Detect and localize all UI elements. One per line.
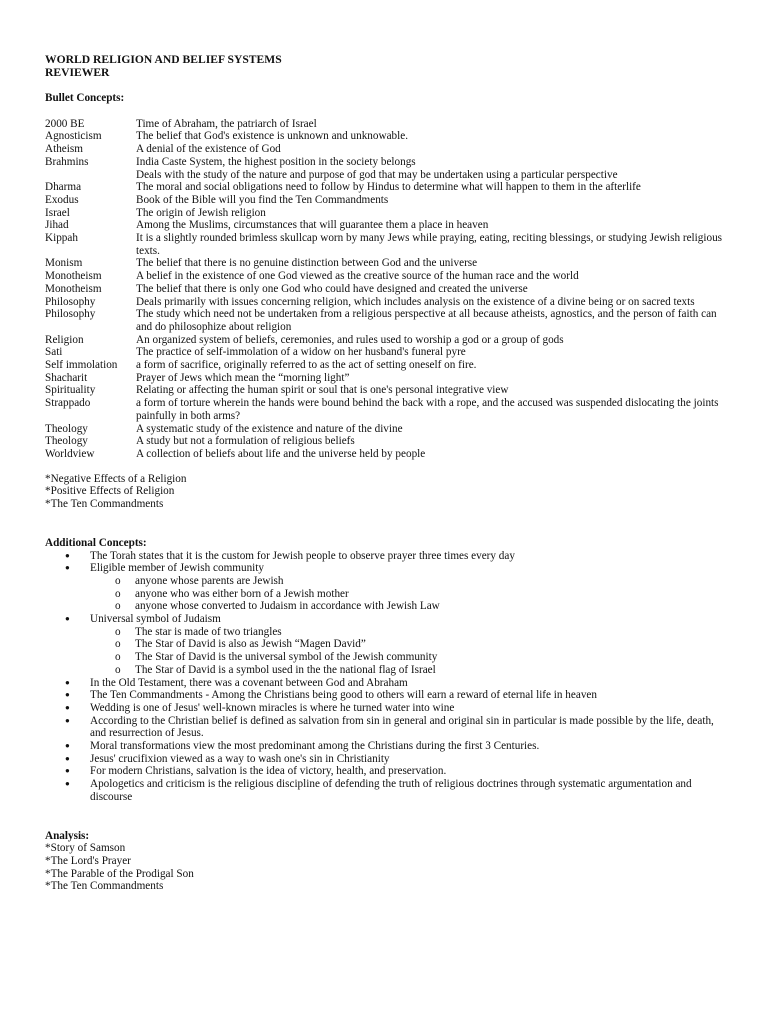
term-definition: Deals with the study of the nature and purpose of god that may be undertaken using a particular perspective — [136, 168, 618, 181]
sub-list — [90, 575, 725, 613]
term-name: Philosophy — [45, 308, 96, 321]
analysis-item: *The Lord's Prayer — [45, 854, 131, 867]
list-item-text: Moral transformations view the most predominant among the Christians during the first 3 Centuries. — [90, 740, 540, 753]
term-row — [45, 334, 725, 347]
term-definition: The belief that God's existence is unknown and unknowable. — [136, 130, 409, 143]
term-row — [45, 118, 725, 131]
term-name: Kippah — [45, 232, 78, 245]
term-row — [45, 359, 725, 372]
circle-bullet-icon: o — [115, 625, 121, 638]
term-definition: Prayer of Jews which mean the “morning light” — [136, 371, 350, 384]
term-row — [45, 219, 725, 232]
circle-bullet-icon: o — [115, 587, 121, 600]
term-name: Brahmins — [45, 155, 89, 168]
term-name: Monism — [45, 257, 83, 270]
term-definition: Deals primarily with issues concerning religion, which includes analysis on the existence of a divine being or on sacred texts — [136, 295, 695, 308]
term-definition: A study but not a formulation of religious beliefs — [136, 435, 355, 448]
term-name: Israel — [45, 206, 70, 219]
term-row — [45, 308, 725, 333]
list-item-text: For modern Christians, salvation is the idea of victory, health, and preservation. — [90, 765, 447, 778]
topic-item: *Positive Effects of Religion — [45, 485, 175, 498]
list-item-text: According to the Christian belief is defined as salvation from sin in general and original sin in particular is made possible by the life, death, and resurrection of Jesus. — [90, 714, 714, 740]
term-row — [45, 257, 725, 270]
bullet-icon: ● — [65, 563, 70, 573]
term-definition: Relating or affecting the human spirit or soul that is one's personal integrative view — [136, 384, 509, 397]
list-item-text: Universal symbol of Judaism — [90, 613, 221, 626]
sub-list-item — [90, 626, 725, 639]
sub-list-item-text: anyone whose converted to Judaism in accordance with Jewish Law — [135, 600, 440, 613]
term-definition: The study which need not be undertaken from a religious perspective at all because atheists, agnostics, and the person of faith can and do philosophize about religion — [136, 308, 717, 333]
term-name: Exodus — [45, 193, 79, 206]
term-definition: The belief that there is only one God who could have designed and created the universe — [136, 282, 528, 295]
term-name: Shacharit — [45, 371, 88, 384]
list-item-text: The Ten Commandments - Among the Christians being good to others will earn a reward of eternal life in heaven — [90, 689, 597, 702]
sub-list-item — [90, 588, 725, 601]
sub-list-item-text: The Star of David is a symbol used in the the national flag of Israel — [135, 663, 436, 676]
list-item — [45, 753, 725, 766]
sub-list-item-text: The Star of David is also as Jewish “Magen David” — [135, 638, 366, 651]
list-item-text: Apologetics and criticism is the religious discipline of defending the truth of religious doctrines through systematic argumentation and discourse — [90, 778, 692, 803]
list-item — [45, 677, 725, 690]
term-definition: A collection of beliefs about life and the universe held by people — [136, 447, 426, 460]
analysis-list — [45, 842, 725, 893]
term-definition: An organized system of beliefs, ceremonies, and rules used to worship a god or a group of gods — [136, 333, 564, 346]
list-item-text: Jesus' crucifixion viewed as a way to wash one's sin in Christianity — [90, 752, 390, 765]
sub-list-item-text: The star is made of two triangles — [135, 625, 282, 638]
term-definition: It is a slightly rounded brimless skullcap worn by many Jews while praying, eating, reciting blessings, or studying Jewish religious texts. — [136, 232, 723, 257]
list-item — [45, 550, 725, 563]
term-row — [45, 207, 725, 220]
term-name: Theology — [45, 435, 88, 448]
additional-concepts-list — [45, 550, 725, 804]
list-item — [45, 765, 725, 778]
term-row — [45, 156, 725, 169]
term-definition: The practice of self-immolation of a widow on her husband's funeral pyre — [136, 346, 466, 359]
term-name: Worldview — [45, 447, 95, 460]
sub-list — [90, 626, 725, 677]
circle-bullet-icon: o — [115, 574, 121, 587]
term-row — [45, 283, 725, 296]
list-item — [45, 562, 725, 613]
term-row — [45, 346, 725, 359]
term-row — [45, 384, 725, 397]
term-row — [45, 169, 725, 182]
sub-list-item — [90, 638, 725, 651]
analysis-item: *The Parable of the Prodigal Son — [45, 867, 194, 880]
circle-bullet-icon: o — [115, 600, 121, 613]
analysis-item: *The Ten Commandments — [45, 880, 164, 893]
term-name: Self immolation — [45, 359, 118, 372]
term-name — [45, 169, 136, 182]
bullet-icon: ● — [65, 614, 70, 624]
additional-concepts-heading: Additional Concepts: — [45, 536, 147, 549]
list-item — [45, 715, 725, 740]
topic-item: *Negative Effects of a Religion — [45, 472, 187, 485]
term-name: Sati — [45, 346, 63, 359]
term-row — [45, 194, 725, 207]
term-row — [45, 435, 725, 448]
term-definition: A belief in the existence of one God viewed as the creative source of the human race and the world — [136, 270, 579, 283]
list-item — [45, 740, 725, 753]
sub-list-item-text: The Star of David is the universal symbol of the Jewish community — [135, 651, 438, 664]
circle-bullet-icon: o — [115, 638, 121, 651]
term-name: Atheism — [45, 143, 83, 156]
term-name: Monotheism — [45, 270, 102, 283]
term-name: 2000 BE — [45, 117, 85, 130]
term-row — [45, 397, 725, 422]
circle-bullet-icon: o — [115, 651, 121, 664]
term-definition: The origin of Jewish religion — [136, 206, 266, 219]
term-name: Religion — [45, 333, 84, 346]
title-line-2: REVIEWER — [45, 66, 110, 79]
term-definition: Among the Muslims, circumstances that will guarantee them a place in heaven — [136, 219, 489, 232]
term-row — [45, 143, 725, 156]
bullet-icon: ● — [65, 779, 70, 789]
sub-list-item — [90, 600, 725, 613]
bullet-icon: ● — [65, 690, 70, 700]
bullet-icon: ● — [65, 677, 70, 687]
list-item — [45, 689, 725, 702]
bullet-icon: ● — [65, 766, 70, 776]
circle-bullet-icon: o — [115, 663, 121, 676]
term-definition: Book of the Bible will you find the Ten Commandments — [136, 193, 389, 206]
sub-list-item — [90, 575, 725, 588]
term-row — [45, 181, 725, 194]
title-line-1: WORLD RELIGION AND BELIEF SYSTEMS — [45, 53, 282, 66]
term-definition: The moral and social obligations need to follow by Hindus to determine what will happen to them in the afterlife — [136, 181, 641, 194]
bullet-icon: ● — [65, 702, 70, 712]
term-name: Jihad — [45, 219, 69, 232]
document-page — [45, 53, 725, 893]
term-row — [45, 448, 725, 461]
term-definition: The belief that there is no genuine distinction between God and the universe — [136, 257, 478, 270]
list-item — [45, 778, 725, 803]
list-item-text: The Torah states that it is the custom for Jewish people to observe prayer three times every day — [90, 549, 515, 562]
term-definition: India Caste System, the highest position in the society belongs — [136, 155, 416, 168]
term-definition: Time of Abraham, the patriarch of Israel — [136, 117, 317, 130]
term-row — [45, 232, 725, 257]
topic-item: *The Ten Commandments — [45, 498, 164, 511]
sub-list-item — [90, 664, 725, 677]
topic-list — [45, 473, 725, 511]
term-name: Dharma — [45, 181, 82, 194]
analysis-heading: Analysis: — [45, 829, 90, 842]
term-row — [45, 296, 725, 309]
list-item — [45, 702, 725, 715]
bullet-icon: ● — [65, 715, 70, 725]
term-row — [45, 423, 725, 436]
bullet-icon: ● — [65, 550, 70, 560]
term-definition: a form of torture wherein the hands were bound behind the back with a rope, and the accused was suspended dislocating the joints painfully in both arms? — [136, 397, 719, 422]
term-name: Strappado — [45, 397, 91, 410]
term-name: Spirituality — [45, 384, 96, 397]
term-name: Monotheism — [45, 282, 102, 295]
term-definition: A systematic study of the existence and nature of the divine — [136, 422, 403, 435]
document-title — [45, 53, 725, 79]
list-item-text: Eligible member of Jewish community — [90, 562, 264, 575]
bullet-icon: ● — [65, 741, 70, 751]
bullet-icon: ● — [65, 753, 70, 763]
term-row — [45, 372, 725, 385]
term-list — [45, 118, 725, 461]
term-definition: a form of sacrifice, originally referred to as the act of setting oneself on fire. — [136, 359, 477, 372]
term-name: Agnosticism — [45, 130, 102, 143]
list-item — [45, 613, 725, 677]
term-definition: A denial of the existence of God — [136, 143, 281, 156]
term-name: Theology — [45, 422, 88, 435]
term-name: Philosophy — [45, 295, 96, 308]
sub-list-item-text: anyone whose parents are Jewish — [135, 574, 284, 587]
sub-list-item-text: anyone who was either born of a Jewish mother — [135, 587, 349, 600]
bullet-concepts-heading: Bullet Concepts: — [45, 92, 125, 104]
list-item-text: Wedding is one of Jesus' well-known miracles is where he turned water into wine — [90, 701, 455, 714]
list-item-text: In the Old Testament, there was a covenant between God and Abraham — [90, 676, 408, 689]
sub-list-item — [90, 651, 725, 664]
term-row — [45, 130, 725, 143]
term-row — [45, 270, 725, 283]
analysis-item: *Story of Samson — [45, 842, 126, 855]
